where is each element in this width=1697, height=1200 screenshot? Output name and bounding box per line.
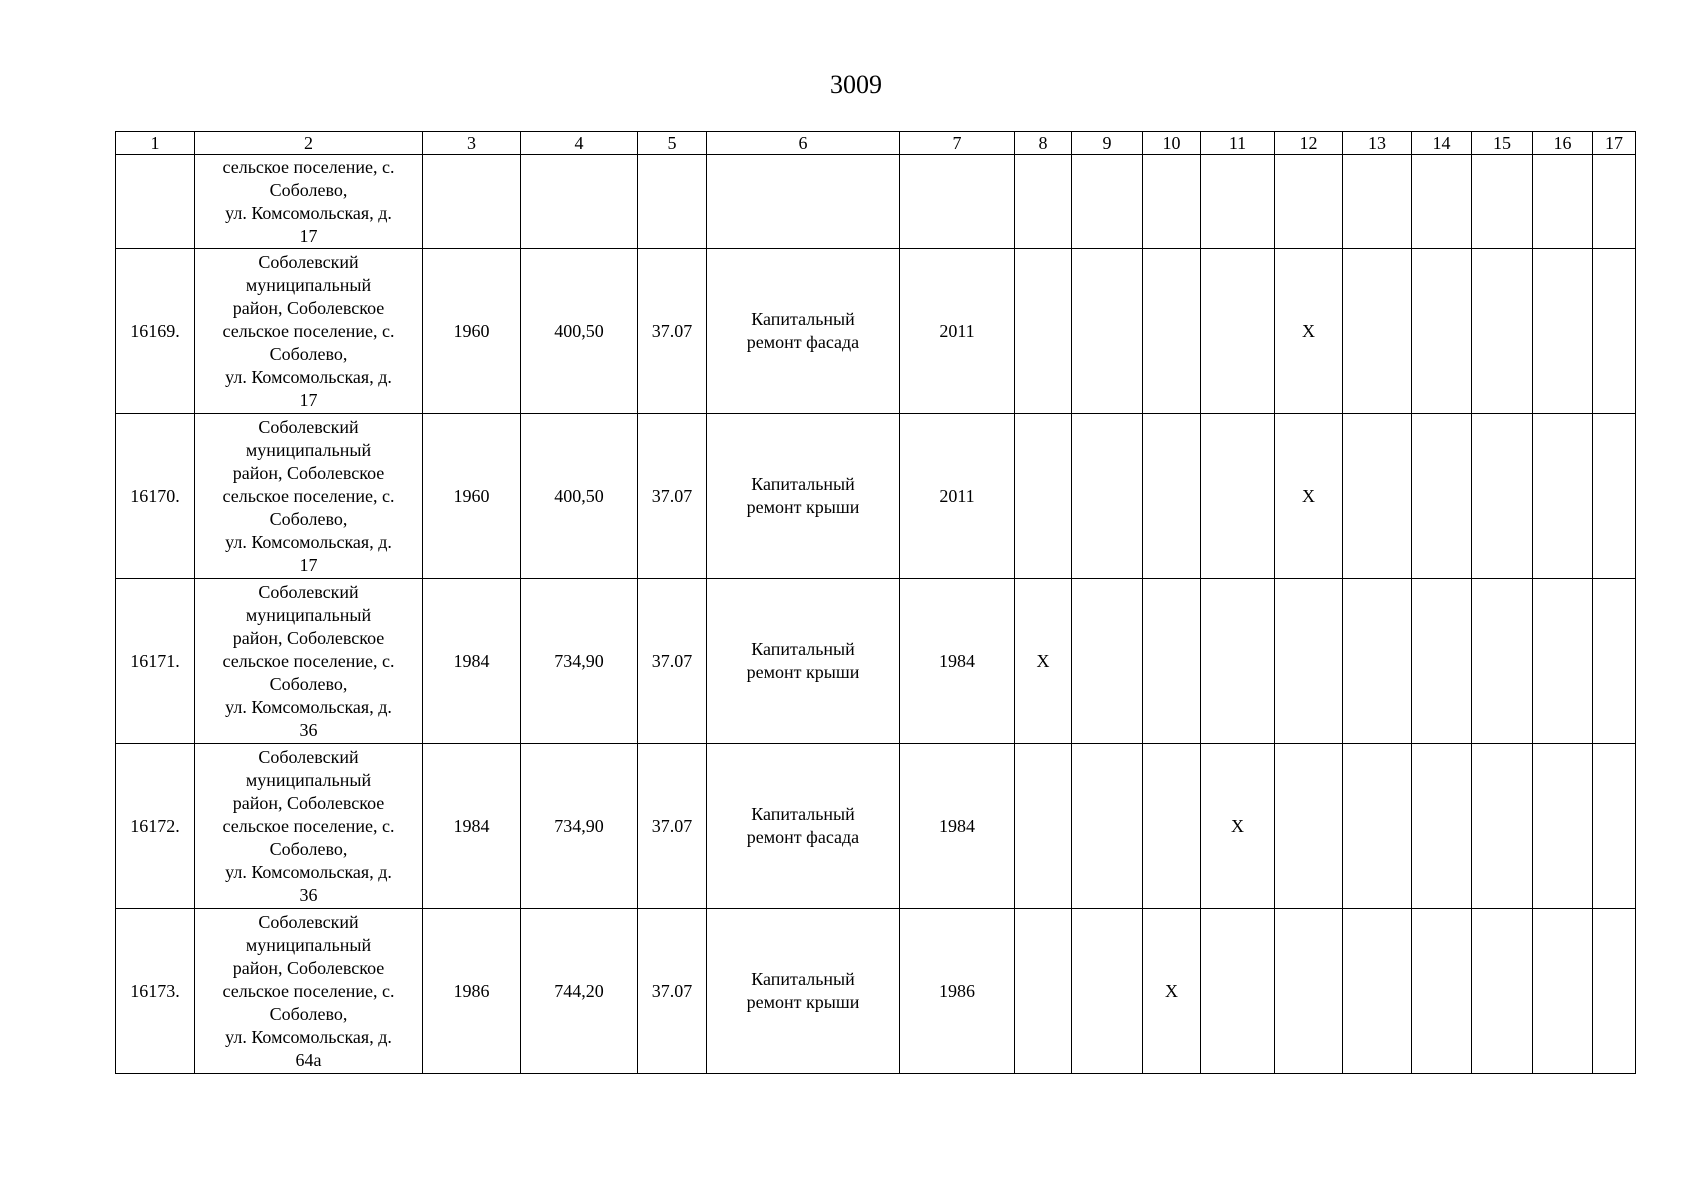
mark-cell-col11 — [1201, 414, 1275, 579]
mark-cell-col17 — [1593, 579, 1636, 744]
column-header: 9 — [1072, 132, 1143, 155]
build-year-cell: 1986 — [423, 909, 521, 1074]
work-type-cell: Капитальный ремонт фасада — [707, 249, 900, 414]
work-type-cell: Капитальный ремонт крыши — [707, 414, 900, 579]
column-header: 14 — [1412, 132, 1472, 155]
column-header: 5 — [638, 132, 707, 155]
column-header: 10 — [1143, 132, 1201, 155]
table-cell — [423, 155, 521, 249]
mark-cell-col17 — [1593, 744, 1636, 909]
mark-cell-col8 — [1015, 249, 1072, 414]
mark-cell-col8: X — [1015, 579, 1072, 744]
column-header: 3 — [423, 132, 521, 155]
mark-cell-col12: X — [1275, 249, 1343, 414]
mark-cell-col12 — [1275, 744, 1343, 909]
address-cell: Соболевский муниципальный район, Соболевское сельское поселение, с. Соболево, ул. Комсомольская, д. 64а — [195, 909, 423, 1074]
mark-cell-col14 — [1412, 579, 1472, 744]
column-header: 2 — [195, 132, 423, 155]
continuation-row — [116, 155, 1636, 249]
table-cell — [1201, 155, 1275, 249]
column-header: 13 — [1343, 132, 1412, 155]
column-header: 12 — [1275, 132, 1343, 155]
address-cell: сельское поселение, с. Соболево, ул. Комсомольская, д. 17 — [195, 155, 423, 249]
table-row — [116, 909, 1636, 1074]
column-header: 11 — [1201, 132, 1275, 155]
table-row — [116, 249, 1636, 414]
code-cell: 37.07 — [638, 414, 707, 579]
table-cell — [1143, 155, 1201, 249]
column-header: 16 — [1533, 132, 1593, 155]
work-year-cell: 2011 — [900, 249, 1015, 414]
mark-cell-col12 — [1275, 909, 1343, 1074]
mark-cell-col8 — [1015, 414, 1072, 579]
table-cell — [638, 155, 707, 249]
mark-cell-col11: X — [1201, 744, 1275, 909]
register-table — [115, 131, 1636, 1074]
mark-cell-col16 — [1533, 249, 1593, 414]
table-cell — [521, 155, 638, 249]
mark-cell-col15 — [1472, 414, 1533, 579]
mark-cell-col13 — [1343, 579, 1412, 744]
mark-cell-col10 — [1143, 744, 1201, 909]
build-year-cell: 1960 — [423, 414, 521, 579]
mark-cell-col9 — [1072, 744, 1143, 909]
row-number-cell: 16171. — [116, 579, 195, 744]
mark-cell-col17 — [1593, 249, 1636, 414]
table-cell — [1343, 155, 1412, 249]
mark-cell-col13 — [1343, 909, 1412, 1074]
table-cell — [1593, 155, 1636, 249]
area-cell: 734,90 — [521, 744, 638, 909]
code-cell: 37.07 — [638, 909, 707, 1074]
mark-cell-col13 — [1343, 744, 1412, 909]
mark-cell-col14 — [1412, 249, 1472, 414]
area-cell: 400,50 — [521, 414, 638, 579]
row-number-cell: 16170. — [116, 414, 195, 579]
code-cell: 37.07 — [638, 249, 707, 414]
column-header: 6 — [707, 132, 900, 155]
mark-cell-col17 — [1593, 909, 1636, 1074]
code-cell: 37.07 — [638, 744, 707, 909]
column-header: 1 — [116, 132, 195, 155]
row-number-cell: 16172. — [116, 744, 195, 909]
work-year-cell: 1984 — [900, 744, 1015, 909]
mark-cell-col11 — [1201, 909, 1275, 1074]
mark-cell-col9 — [1072, 909, 1143, 1074]
page-number: 3009 — [830, 70, 882, 99]
mark-cell-col8 — [1015, 909, 1072, 1074]
mark-cell-col13 — [1343, 249, 1412, 414]
mark-cell-col16 — [1533, 909, 1593, 1074]
work-type-cell: Капитальный ремонт крыши — [707, 909, 900, 1074]
build-year-cell: 1984 — [423, 579, 521, 744]
work-year-cell: 2011 — [900, 414, 1015, 579]
mark-cell-col10 — [1143, 579, 1201, 744]
build-year-cell: 1984 — [423, 744, 521, 909]
table-cell — [116, 155, 195, 249]
mark-cell-col15 — [1472, 909, 1533, 1074]
mark-cell-col9 — [1072, 249, 1143, 414]
table-cell — [900, 155, 1015, 249]
row-number-cell: 16173. — [116, 909, 195, 1074]
table-cell — [1072, 155, 1143, 249]
code-cell: 37.07 — [638, 579, 707, 744]
mark-cell-col16 — [1533, 414, 1593, 579]
work-year-cell: 1986 — [900, 909, 1015, 1074]
build-year-cell: 1960 — [423, 249, 521, 414]
mark-cell-col16 — [1533, 744, 1593, 909]
column-header: 8 — [1015, 132, 1072, 155]
table-cell — [1533, 155, 1593, 249]
address-cell: Соболевский муниципальный район, Соболевское сельское поселение, с. Соболево, ул. Комсомольская, д. 17 — [195, 414, 423, 579]
mark-cell-col9 — [1072, 414, 1143, 579]
mark-cell-col12: X — [1275, 414, 1343, 579]
mark-cell-col11 — [1201, 249, 1275, 414]
mark-cell-col10: X — [1143, 909, 1201, 1074]
mark-cell-col10 — [1143, 414, 1201, 579]
mark-cell-col8 — [1015, 744, 1072, 909]
table-row — [116, 579, 1636, 744]
work-type-cell: Капитальный ремонт крыши — [707, 579, 900, 744]
table-cell — [1472, 155, 1533, 249]
mark-cell-col16 — [1533, 579, 1593, 744]
work-year-cell: 1984 — [900, 579, 1015, 744]
mark-cell-col17 — [1593, 414, 1636, 579]
area-cell: 734,90 — [521, 579, 638, 744]
table-row — [116, 744, 1636, 909]
mark-cell-col14 — [1412, 744, 1472, 909]
area-cell: 400,50 — [521, 249, 638, 414]
column-header: 15 — [1472, 132, 1533, 155]
table-cell — [1015, 155, 1072, 249]
column-header: 17 — [1593, 132, 1636, 155]
work-type-cell: Капитальный ремонт фасада — [707, 744, 900, 909]
address-cell: Соболевский муниципальный район, Соболевское сельское поселение, с. Соболево, ул. Комсомольская, д. 36 — [195, 744, 423, 909]
column-header: 7 — [900, 132, 1015, 155]
address-cell: Соболевский муниципальный район, Соболевское сельское поселение, с. Соболево, ул. Комсомольская, д. 17 — [195, 249, 423, 414]
mark-cell-col15 — [1472, 249, 1533, 414]
mark-cell-col15 — [1472, 579, 1533, 744]
mark-cell-col13 — [1343, 414, 1412, 579]
area-cell: 744,20 — [521, 909, 638, 1074]
table-cell — [1412, 155, 1472, 249]
mark-cell-col12 — [1275, 579, 1343, 744]
column-header: 4 — [521, 132, 638, 155]
table-cell — [1275, 155, 1343, 249]
mark-cell-col11 — [1201, 579, 1275, 744]
mark-cell-col9 — [1072, 579, 1143, 744]
column-number-header-row — [116, 132, 1636, 155]
mark-cell-col15 — [1472, 744, 1533, 909]
row-number-cell: 16169. — [116, 249, 195, 414]
mark-cell-col14 — [1412, 909, 1472, 1074]
table-cell — [707, 155, 900, 249]
mark-cell-col10 — [1143, 249, 1201, 414]
table-row — [116, 414, 1636, 579]
address-cell: Соболевский муниципальный район, Соболевское сельское поселение, с. Соболево, ул. Комсомольская, д. 36 — [195, 579, 423, 744]
mark-cell-col14 — [1412, 414, 1472, 579]
